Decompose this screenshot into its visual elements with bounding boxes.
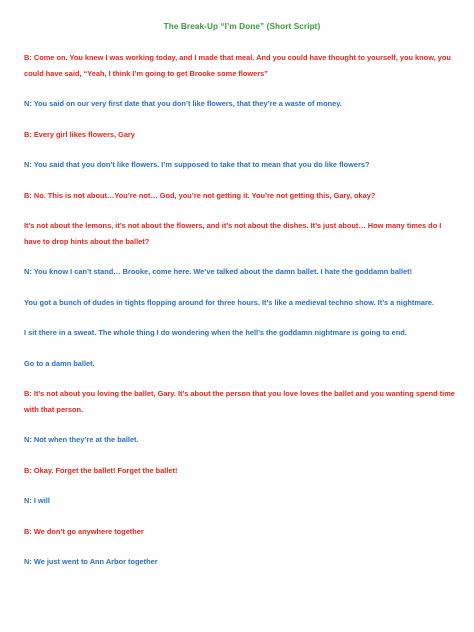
script-line: N: I will (24, 496, 50, 505)
script-line: N: You said on our very first date that you don’t like flowers, that they’re a waste of money. (24, 99, 342, 108)
document-title: The Break-Up “I’m Done” (Short Script) (163, 22, 321, 31)
script-lines (24, 50, 460, 570)
script-line: N: You said that you don’t like flowers. I’m supposed to take that to mean that you do like flowers? (24, 160, 370, 169)
script-line: N: Not when they’re at the ballet. (24, 435, 139, 444)
script-line: You got a bunch of dudes in tights flopping around for three hours. It’s like a medieval techno show. It’s a nightmare. (24, 297, 435, 307)
script-line: N: We just went to Ann Arbor together (24, 557, 158, 566)
script-line: B: Come on. You knew I was working today, and I made that meal. And you could have thought to yourself, you know, you could have said, “Yeah, I think I’m going to get Brooke some flowers” (24, 53, 451, 78)
script-line: N: You know I can’t stand… Brooke, come here. We’ve talked about the damn ballet. I hate the goddamn ballet! (24, 267, 413, 276)
script-line: It’s not about the lemons, it’s not about the flowers, and it’s not about the dishes. It’s just about… How many times do I have to drop hints about the ballet? (24, 221, 442, 246)
script-line: B: Every girl likes flowers, Gary (24, 129, 135, 139)
script-line: I sit there in a sweat. The whole thing I do wondering when the hell’s the goddamn nightmare is going to end. (24, 328, 407, 337)
script-line: B: We don’t go anywhere together (24, 526, 144, 536)
script-line: B: Okay. Forget the ballet! Forget the ballet! (24, 465, 178, 475)
script-line: Go to a damn ballet. (24, 358, 95, 368)
script-line: B: It’s not about you loving the ballet, Gary. It’s about the person that you love loves the ballet and you wanting spend time with that person. (24, 389, 455, 414)
script-line: B: No. This is not about…You’re not… God, you’re not getting it. You’re not getting this, Gary, okay? (24, 190, 376, 200)
